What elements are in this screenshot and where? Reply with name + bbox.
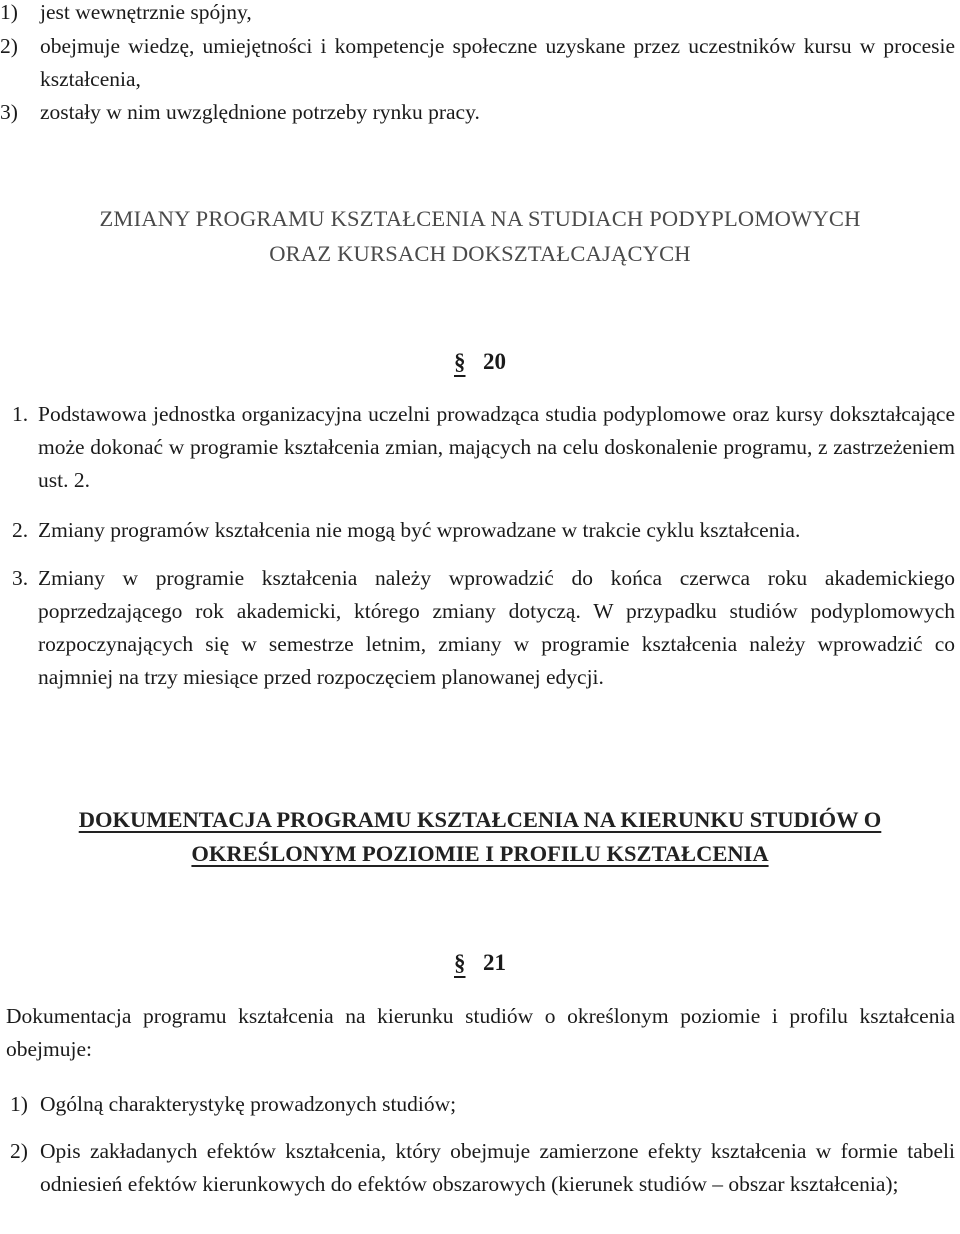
- list-number: 1): [0, 0, 18, 24]
- paragraph-number: 1.: [12, 402, 29, 426]
- paragraph-number: 2.: [12, 518, 29, 542]
- list-text: Ogólną charakterystykę prowadzonych studiów;: [40, 1092, 457, 1116]
- section-sign: §: [454, 950, 466, 975]
- paragraph-text: Dokumentacja programu kształcenia na kierunku studiów o określonym poziomie i profilu kształcenia obejmuje:: [6, 1004, 955, 1061]
- list-text: obejmuje wiedzę, umiejętności i kompetencje społeczne uzyskane przez uczestników kursu w procesie kształcenia,: [40, 34, 955, 91]
- section-heading: ORAZ KURSACH DOKSZTAŁCAJĄCYCH: [269, 241, 691, 266]
- section-number: [0, 946, 960, 979]
- list-number: 3): [0, 100, 18, 124]
- section-heading: ZMIANY PROGRAMU KSZTAŁCENIA NA STUDIACH PODYPLOMOWYCH: [99, 206, 861, 231]
- paragraph-text: Zmiany w programie kształcenia należy wprowadzić do końca czerwca roku akademickiego poprzedzającego rok akademicki, którego zmiany dotyczą. W przypadku studiów podyplomowych rozpoczynających się w semestrze letnim, zmiany w programie kształcenia należy wprowadzić co najmniej na trzy miesiące przed rozpoczęciem planowanej edycji.: [38, 566, 955, 689]
- list-text: Opis zakładanych efektów kształcenia, który obejmuje zamierzone efekty kształcenia w formie tabeli odniesień efektów kierunkowych do efektów obszarowych (kierunek studiów – obszar kształcenia);: [40, 1139, 955, 1196]
- section-heading: OKREŚLONYM POZIOMIE I PROFILU KSZTAŁCENIA: [191, 841, 769, 866]
- list-number: 2): [0, 34, 18, 58]
- section-heading: DOKUMENTACJA PROGRAMU KSZTAŁCENIA NA KIERUNKU STUDIÓW O: [78, 807, 882, 832]
- section-number-value: 21: [483, 950, 506, 975]
- section-number-value: 20: [483, 349, 506, 374]
- list-text: jest wewnętrznie spójny,: [40, 0, 252, 24]
- list-number: 2): [10, 1139, 28, 1163]
- paragraph-number: 3.: [12, 566, 29, 590]
- section-sign: §: [454, 349, 466, 374]
- section-number: [0, 345, 960, 378]
- list-text: zostały w nim uwzględnione potrzeby rynku pracy.: [40, 100, 480, 124]
- paragraph-text: Zmiany programów kształcenia nie mogą być wprowadzane w trakcie cyklu kształcenia.: [38, 518, 801, 542]
- paragraph-text: Podstawowa jednostka organizacyjna uczelni prowadząca studia podyplomowe oraz kursy dokształcające może dokonać w programie kształcenia zmian, mających na celu doskonalenie programu, z zastrzeżeniem ust. 2.: [38, 402, 955, 492]
- list-number: 1): [10, 1092, 28, 1116]
